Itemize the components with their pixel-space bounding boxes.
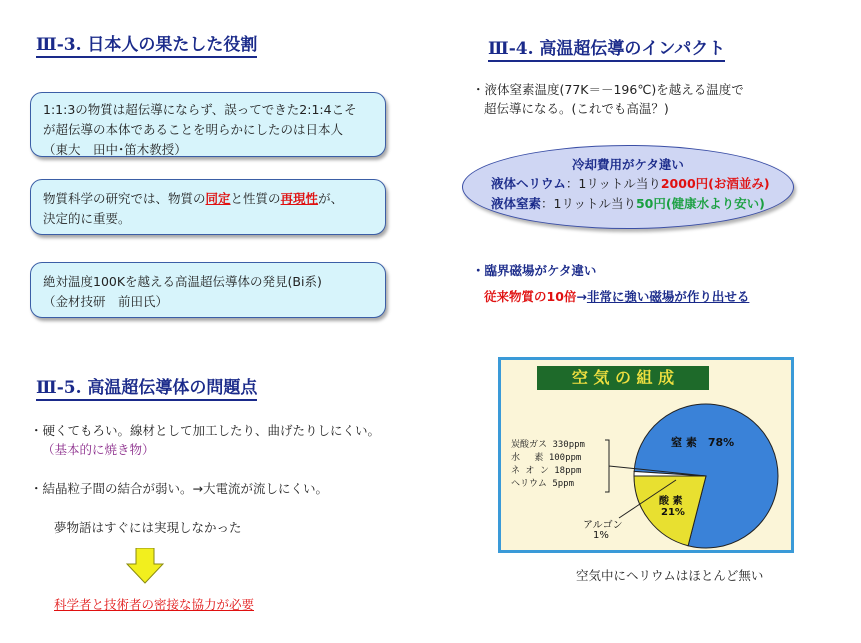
box3-line2: （金材技研 前田氏） <box>43 294 169 309</box>
box2-pre: 物質科学の研究では、物質の <box>43 191 206 206</box>
box2-post: が、 <box>318 191 344 206</box>
problem-brittle: ・硬くてもろい。線材として加工したり、曲げたりしにくい。 <box>30 423 381 438</box>
section4-heading: Ⅲ-4. 高温超伝導のインパクト <box>488 34 725 62</box>
conclusion-text: 科学者と技術者の密接な協力が必要 <box>54 597 255 612</box>
oxygen-label-2: 21% <box>661 507 685 518</box>
box2-mid: と性質の <box>230 191 281 206</box>
oxygen-label-1: 酸 素 <box>659 496 683 507</box>
box2-line1 <box>43 189 373 209</box>
info-box-bi-system <box>30 262 386 318</box>
nitrogen-temp-line2: 超伝導になる。(これでも高温？) <box>484 101 669 116</box>
trace-gas-row: 炭酸ガス 330ppm <box>511 440 585 450</box>
field-blue-text: 非常に強い磁場が作り出せる <box>586 289 750 304</box>
nitrogen-label: 窒 素 78% <box>671 436 735 449</box>
trace-gas-list <box>511 439 585 491</box>
dream-text: 夢物語はすぐには実現しなかった <box>54 520 242 535</box>
figure-caption: 空気中にヘリウムはほとんど無い <box>576 568 764 583</box>
air-composition-figure <box>498 357 794 553</box>
info-box-identification <box>30 179 386 235</box>
trace-gas-row: ネ オ ン 18ppm <box>511 466 582 476</box>
nitrogen-label: 液体窒素 <box>491 196 542 211</box>
section5-heading: Ⅲ-5. 高温超伝導体の問題点 <box>36 373 257 401</box>
box2-line2: 決定的に重要。 <box>43 211 131 226</box>
box1-line1: 1:1:3の物質は超伝導にならず、誤ってできた2:1:4こそ <box>43 102 357 117</box>
box1-line2: が超伝導の本体であることを明らかにしたのは日本人 <box>43 122 344 137</box>
down-arrow-icon <box>126 548 164 584</box>
section3-heading: Ⅲ-3. 日本人の果たした役割 <box>36 30 257 58</box>
box1-line3: （東大 田中･笛木教授） <box>43 142 187 157</box>
info-box-discovery <box>30 92 386 157</box>
argon-label-2: 1% <box>593 530 609 541</box>
argon-label-1: アルゴン <box>583 520 623 531</box>
helium-mid: ：1リットル当り <box>565 176 661 191</box>
figure-title: 空 気 の 組 成 <box>537 366 709 390</box>
helium-price: 2000円(お酒並み) <box>660 176 770 191</box>
critical-field-line <box>484 287 749 307</box>
trace-gas-row: 水 素 100ppm <box>511 453 582 463</box>
keyword-reproducibility: 再現性 <box>280 191 319 206</box>
keyword-identification: 同定 <box>205 191 231 206</box>
problem-brittle-note: （基本的に焼き物） <box>42 442 155 457</box>
helium-cost-line <box>491 174 770 192</box>
trace-gas-row: ヘリウム 5ppm <box>511 479 575 489</box>
cooling-cost-ellipse <box>462 145 794 229</box>
field-red-text: 従来物質の10倍 <box>484 289 577 304</box>
cooling-cost-title: 冷却費用がケタ違い <box>572 157 684 172</box>
nitrogen-mid: ：1リットル当り <box>541 196 636 211</box>
box3-line1: 絶対温度100Kを越える高温超伝導体の発見(Bi系) <box>43 274 322 289</box>
nitrogen-cost-line <box>491 194 765 212</box>
critical-field-title: ・臨界磁場がケタ違い <box>472 263 597 278</box>
nitrogen-price: 50円(健康水より安い) <box>635 196 765 211</box>
nitrogen-temp-line1: ・液体窒素温度(77K＝－196℃)を越える温度で <box>472 82 744 97</box>
problem-weak-coupling: ・結晶粒子間の結合が弱い。→大電流が流しにくい。 <box>30 481 328 496</box>
field-arrow: → <box>576 289 587 304</box>
helium-label: 液体ヘリウム <box>491 176 566 191</box>
